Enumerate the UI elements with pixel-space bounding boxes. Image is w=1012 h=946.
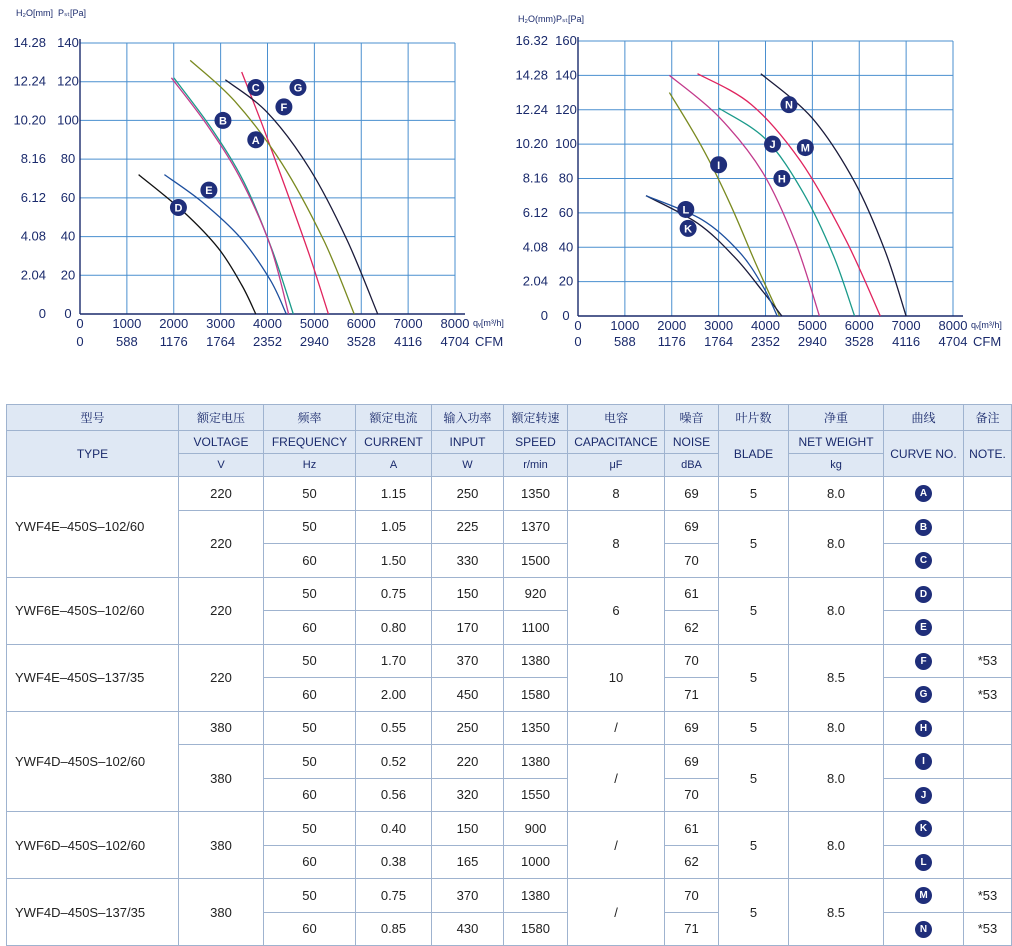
y-tick-label-pa: 100: [555, 136, 577, 152]
noise-cell: 62: [665, 611, 719, 645]
weight-cell: 8.0: [789, 812, 884, 879]
header-en-capacitance: CAPACITANCE: [568, 431, 665, 454]
noise-cell: 61: [665, 577, 719, 611]
series-curve-k: [646, 196, 782, 316]
freq-cell: 50: [264, 477, 356, 511]
freq-cell: 60: [264, 778, 356, 812]
speed-cell: 1580: [504, 912, 568, 946]
note-cell: [964, 477, 1012, 511]
y-tick-label-pa: 120: [555, 101, 577, 117]
noise-cell: 69: [665, 711, 719, 745]
blade-cell: 5: [719, 745, 789, 812]
x-unit-cfm: CFM: [475, 334, 504, 349]
x-tick-label-m3h: 2000: [657, 318, 687, 333]
y-tick-label-pa: 120: [57, 73, 79, 89]
noise-cell: 70: [665, 544, 719, 578]
curve-cell: [884, 879, 964, 913]
curve-marker-label: D: [174, 202, 183, 215]
header-en-frequency: FREQUENCY: [264, 431, 356, 454]
header-cn-blade: 叶片数: [719, 405, 789, 431]
cap-cell: /: [568, 711, 665, 745]
curve-badge: E: [915, 619, 932, 636]
freq-cell: 60: [264, 611, 356, 645]
noise-cell: 69: [665, 510, 719, 544]
curve-marker-label: N: [784, 99, 793, 112]
y-unit-pa: Pₛₜ[Pa]: [58, 8, 87, 18]
voltage-cell: 220: [179, 477, 264, 511]
noise-cell: 70: [665, 644, 719, 678]
freq-cell: 50: [264, 644, 356, 678]
current-cell: 0.80: [356, 611, 432, 645]
header-en-speed: SPEED: [504, 431, 568, 454]
table-row: [7, 879, 1012, 913]
curve-cell: [884, 812, 964, 846]
input-cell: 450: [432, 678, 504, 712]
current-cell: 0.56: [356, 778, 432, 812]
y-tick-label-mm: 0: [540, 308, 548, 323]
header-cn-note: 备注: [964, 405, 1012, 431]
noise-cell: 69: [665, 477, 719, 511]
table-row: [7, 577, 1012, 611]
current-cell: 0.55: [356, 711, 432, 745]
x-tick-label-cfm: 2352: [751, 334, 780, 349]
speed-cell: 1380: [504, 879, 568, 913]
header-row-cn: [7, 405, 1012, 431]
x-tick-label-m3h: 1000: [112, 316, 142, 331]
input-cell: 330: [432, 544, 504, 578]
noise-cell: 61: [665, 812, 719, 846]
curve-marker-label: I: [717, 159, 721, 172]
header-cn-capacitance: 电容: [568, 405, 665, 431]
y-tick-label-mm: 8.16: [20, 151, 46, 167]
cap-cell: /: [568, 879, 665, 946]
x-tick-label-cfm: 4704: [938, 334, 968, 349]
curve-cell: [884, 544, 964, 578]
y-tick-label-pa: 100: [57, 112, 79, 128]
curve-badge: K: [915, 820, 932, 837]
note-cell: [964, 812, 1012, 846]
header-cn-speed: 额定转速: [504, 405, 568, 431]
curve-marker-label: G: [293, 82, 303, 95]
chart-2: [578, 37, 963, 316]
current-cell: 1.05: [356, 510, 432, 544]
freq-cell: 60: [264, 845, 356, 879]
table-row: [7, 644, 1012, 678]
table-row: [7, 812, 1012, 846]
current-cell: 0.75: [356, 879, 432, 913]
curve-badge: B: [915, 519, 932, 536]
y-tick-label-pa: 40: [60, 228, 76, 244]
curve-badge: D: [915, 586, 932, 603]
noise-cell: 69: [665, 745, 719, 779]
x-tick-label-m3h: 4000: [751, 318, 780, 333]
y-unit-mm: H₂O[mm]: [16, 8, 53, 18]
header-en-blade: BLADE: [719, 431, 789, 477]
input-cell: 370: [432, 879, 504, 913]
header-unit-frequency: Hz: [264, 454, 356, 477]
x-tick-label-m3h: 2000: [159, 316, 189, 331]
y-tick-label-mm: 14.28: [13, 35, 46, 50]
y-tick-label-mm: 0: [38, 306, 46, 321]
current-cell: 0.40: [356, 812, 432, 846]
note-cell: [964, 745, 1012, 779]
weight-cell: 8.0: [789, 477, 884, 511]
freq-cell: 50: [264, 577, 356, 611]
header-cn-input: 输入功率: [432, 405, 504, 431]
header-unit-voltage: V: [179, 454, 264, 477]
freq-cell: 60: [264, 912, 356, 946]
voltage-cell: 380: [179, 711, 264, 745]
x-tick-label-m3h: 8000: [938, 318, 968, 333]
curve-cell: [884, 912, 964, 946]
freq-cell: 50: [264, 711, 356, 745]
input-cell: 170: [432, 611, 504, 645]
weight-cell: 8.0: [789, 711, 884, 745]
y-tick-label-pa: 20: [558, 273, 574, 289]
y-tick-label-mm: 6.12: [522, 204, 548, 220]
input-cell: 165: [432, 845, 504, 879]
curve-badge: A: [915, 485, 932, 502]
model-cell: YWF6D–450S–102/60: [7, 812, 179, 879]
curve-marker-label: L: [682, 204, 690, 217]
curve-badge: L: [915, 854, 932, 871]
x-tick-label-cfm: 0: [574, 334, 582, 349]
cap-cell: 10: [568, 644, 665, 711]
input-cell: 220: [432, 745, 504, 779]
current-cell: 0.75: [356, 577, 432, 611]
speed-cell: 1580: [504, 678, 568, 712]
y-tick-label-mm: 2.04: [522, 273, 548, 289]
series-curve-c: [171, 78, 288, 314]
note-cell: [964, 577, 1012, 611]
curve-marker-label: F: [280, 101, 288, 114]
curve-badge: M: [915, 887, 932, 904]
model-cell: YWF4E–450S–137/35: [7, 644, 179, 711]
input-cell: 320: [432, 778, 504, 812]
curve-cell: [884, 711, 964, 745]
current-cell: 1.50: [356, 544, 432, 578]
speed-cell: 1380: [504, 745, 568, 779]
freq-cell: 60: [264, 678, 356, 712]
header-en-type: TYPE: [7, 431, 179, 477]
speed-cell: 1370: [504, 510, 568, 544]
freq-cell: 50: [264, 510, 356, 544]
noise-cell: 71: [665, 912, 719, 946]
input-cell: 250: [432, 711, 504, 745]
current-cell: 0.52: [356, 745, 432, 779]
cap-cell: 6: [568, 577, 665, 644]
header-en-noise: NOISE: [665, 431, 719, 454]
speed-cell: 1350: [504, 477, 568, 511]
note-cell: [964, 778, 1012, 812]
curve-cell: [884, 611, 964, 645]
y-tick-label-mm: 10.20: [515, 136, 548, 152]
header-en-input: INPUT: [432, 431, 504, 454]
note-cell: *53: [964, 678, 1012, 712]
voltage-cell: 220: [179, 510, 264, 577]
note-cell: *53: [964, 879, 1012, 913]
speed-cell: 1000: [504, 845, 568, 879]
current-cell: 0.38: [356, 845, 432, 879]
header-unit-noise: dBA: [665, 454, 719, 477]
x-tick-label-cfm: 0: [76, 334, 84, 349]
series-curve-d: [139, 175, 256, 314]
header-row-en: [7, 431, 1012, 454]
noise-cell: 70: [665, 879, 719, 913]
noise-cell: 71: [665, 678, 719, 712]
weight-cell: 8.5: [789, 644, 884, 711]
curve-badge: J: [915, 787, 932, 804]
curve-marker-label: H: [777, 173, 786, 186]
header-unit-capacitance: μF: [568, 454, 665, 477]
voltage-cell: 380: [179, 812, 264, 879]
curve-cell: [884, 778, 964, 812]
header-cn-noise: 噪音: [665, 405, 719, 431]
cap-cell: 8: [568, 510, 665, 577]
x-tick-label-m3h: 7000: [891, 318, 921, 333]
header-en-note: NOTE.: [964, 431, 1012, 477]
voltage-cell: 220: [179, 577, 264, 644]
header-en-weight: NET WEIGHT: [789, 431, 884, 454]
current-cell: 0.85: [356, 912, 432, 946]
speed-cell: 900: [504, 812, 568, 846]
header-cn-weight: 净重: [789, 405, 884, 431]
y-tick-label-mm: 16.32: [515, 33, 548, 48]
x-tick-label-m3h: 1000: [610, 318, 640, 333]
x-tick-label-m3h: 6000: [844, 318, 874, 333]
y-tick-label-mm: 6.12: [20, 189, 46, 205]
cap-cell: /: [568, 812, 665, 879]
speed-cell: 1100: [504, 611, 568, 645]
freq-cell: 60: [264, 544, 356, 578]
curve-badge: H: [915, 720, 932, 737]
freq-cell: 50: [264, 879, 356, 913]
header-unit-input: W: [432, 454, 504, 477]
note-cell: *53: [964, 644, 1012, 678]
note-cell: [964, 544, 1012, 578]
curve-badge: I: [915, 753, 932, 770]
series-curve-l: [646, 196, 777, 316]
blade-cell: 5: [719, 812, 789, 879]
curve-cell: [884, 845, 964, 879]
header-unit-weight: kg: [789, 454, 884, 477]
y-tick-label-pa: 160: [555, 33, 577, 48]
x-tick-label-cfm: 1176: [657, 334, 686, 349]
current-cell: 1.70: [356, 644, 432, 678]
y-tick-label-mm: 12.24: [13, 73, 46, 89]
y-tick-label-pa: 0: [562, 308, 570, 323]
y-tick-label-pa: 60: [60, 189, 76, 205]
x-tick-label-cfm: 2940: [299, 334, 329, 349]
x-tick-label-cfm: 4116: [892, 334, 921, 349]
curve-marker-label: E: [205, 185, 213, 198]
header-cn-curve: 曲线: [884, 405, 964, 431]
x-unit-cfm: CFM: [973, 334, 1002, 349]
header-unit-current: A: [356, 454, 432, 477]
curve-cell: [884, 644, 964, 678]
x-tick-label-cfm: 1764: [206, 334, 236, 349]
curve-cell: [884, 577, 964, 611]
curve-cell: [884, 510, 964, 544]
blade-cell: 5: [719, 644, 789, 711]
curve-badge: N: [915, 921, 932, 938]
curve-cell: [884, 678, 964, 712]
weight-cell: 8.0: [789, 510, 884, 577]
x-tick-label-m3h: 7000: [393, 316, 423, 331]
y-tick-label-pa: 80: [558, 170, 574, 186]
x-unit-m3h: qᵥ[m³/h]: [971, 320, 1002, 330]
input-cell: 150: [432, 812, 504, 846]
x-tick-label-cfm: 4116: [394, 334, 423, 349]
curve-marker-label: J: [769, 139, 776, 152]
x-tick-label-m3h: 5000: [797, 318, 827, 333]
y-tick-label-mm: 10.20: [13, 112, 46, 128]
x-tick-label-m3h: 4000: [253, 316, 282, 331]
y-unit-mm: H₂O(mm): [518, 14, 556, 24]
x-tick-label-cfm: 2940: [797, 334, 827, 349]
curve-marker-label: K: [684, 223, 693, 236]
x-tick-label-cfm: 4704: [440, 334, 470, 349]
curve-badge: C: [915, 552, 932, 569]
x-tick-label-m3h: 8000: [440, 316, 470, 331]
curve-cell: [884, 745, 964, 779]
y-tick-label-pa: 60: [558, 204, 574, 220]
voltage-cell: 380: [179, 745, 264, 812]
series-curve-b: [174, 78, 293, 314]
table-row: [7, 477, 1012, 511]
input-cell: 225: [432, 510, 504, 544]
x-unit-m3h: qᵥ[m³/h]: [473, 318, 504, 328]
note-cell: [964, 611, 1012, 645]
header-en-voltage: VOLTAGE: [179, 431, 264, 454]
table-row: [7, 711, 1012, 745]
x-tick-label-m3h: 3000: [206, 316, 236, 331]
x-tick-label-cfm: 2352: [253, 334, 282, 349]
cap-cell: 8: [568, 477, 665, 511]
series-curve-h: [669, 75, 819, 316]
freq-cell: 50: [264, 812, 356, 846]
y-tick-label-pa: 20: [60, 267, 76, 283]
speed-cell: 1380: [504, 644, 568, 678]
y-tick-label-mm: 2.04: [20, 267, 46, 283]
blade-cell: 5: [719, 477, 789, 511]
noise-cell: 62: [665, 845, 719, 879]
weight-cell: 8.0: [789, 745, 884, 812]
freq-cell: 50: [264, 745, 356, 779]
note-cell: [964, 510, 1012, 544]
model-cell: YWF4D–450S–102/60: [7, 711, 179, 812]
x-tick-label-m3h: 5000: [299, 316, 329, 331]
blade-cell: 5: [719, 577, 789, 644]
chart-1: [80, 39, 465, 314]
speed-cell: 1350: [504, 711, 568, 745]
voltage-cell: 220: [179, 644, 264, 711]
x-tick-label-cfm: 1176: [159, 334, 188, 349]
voltage-cell: 380: [179, 879, 264, 946]
y-tick-label-pa: 80: [60, 151, 76, 167]
note-cell: *53: [964, 912, 1012, 946]
curve-cell: [884, 477, 964, 511]
curve-marker-label: M: [800, 142, 810, 155]
y-tick-label-pa: 140: [555, 67, 577, 83]
x-tick-label-cfm: 3528: [346, 334, 376, 349]
speed-cell: 1550: [504, 778, 568, 812]
x-tick-label-cfm: 1764: [704, 334, 734, 349]
header-cn-current: 额定电流: [356, 405, 432, 431]
y-tick-label-mm: 8.16: [522, 170, 548, 186]
current-cell: 2.00: [356, 678, 432, 712]
x-tick-label-cfm: 3528: [844, 334, 874, 349]
blade-cell: 5: [719, 510, 789, 577]
series-curve-e: [164, 175, 286, 314]
input-cell: 370: [432, 644, 504, 678]
x-tick-label-m3h: 6000: [346, 316, 376, 331]
header-en-current: CURRENT: [356, 431, 432, 454]
x-tick-label-m3h: 0: [76, 316, 84, 331]
x-tick-label-m3h: 3000: [704, 318, 734, 333]
blade-cell: 5: [719, 879, 789, 946]
y-tick-label-mm: 4.08: [522, 239, 548, 255]
model-cell: YWF4D–450S–137/35: [7, 879, 179, 946]
spec-table: [6, 404, 1012, 946]
input-cell: 430: [432, 912, 504, 946]
weight-cell: 8.0: [789, 577, 884, 644]
note-cell: [964, 711, 1012, 745]
y-tick-label-mm: 12.24: [515, 101, 548, 117]
x-tick-label-m3h: 0: [574, 318, 582, 333]
x-tick-label-cfm: 588: [116, 334, 138, 349]
current-cell: 1.15: [356, 477, 432, 511]
input-cell: 250: [432, 477, 504, 511]
y-tick-label-pa: 0: [64, 306, 72, 321]
y-tick-label-pa: 40: [558, 239, 574, 255]
header-en-curve: CURVE NO.: [884, 431, 964, 477]
header-unit-speed: r/min: [504, 454, 568, 477]
y-tick-label-mm: 4.08: [20, 228, 46, 244]
curve-marker-label: C: [251, 82, 260, 95]
curve-badge: G: [915, 686, 932, 703]
weight-cell: 8.5: [789, 879, 884, 946]
cap-cell: /: [568, 745, 665, 812]
model-cell: YWF4E–450S–102/60: [7, 477, 179, 578]
header-cn-frequency: 频率: [264, 405, 356, 431]
header-cn-voltage: 额定电压: [179, 405, 264, 431]
note-cell: [964, 845, 1012, 879]
input-cell: 150: [432, 577, 504, 611]
header-cn-type: 型号: [7, 405, 179, 431]
speed-cell: 920: [504, 577, 568, 611]
y-tick-label-mm: 14.28: [515, 67, 548, 83]
y-unit-pa: Pₛₜ[Pa]: [556, 14, 585, 24]
y-tick-label-pa: 140: [57, 35, 79, 50]
curve-badge: F: [915, 653, 932, 670]
x-tick-label-cfm: 588: [614, 334, 636, 349]
model-cell: YWF6E–450S–102/60: [7, 577, 179, 644]
noise-cell: 70: [665, 778, 719, 812]
curve-marker-label: A: [251, 134, 260, 147]
performance-charts: [0, 0, 1012, 360]
curve-marker-label: B: [218, 115, 227, 128]
blade-cell: 5: [719, 711, 789, 745]
speed-cell: 1500: [504, 544, 568, 578]
